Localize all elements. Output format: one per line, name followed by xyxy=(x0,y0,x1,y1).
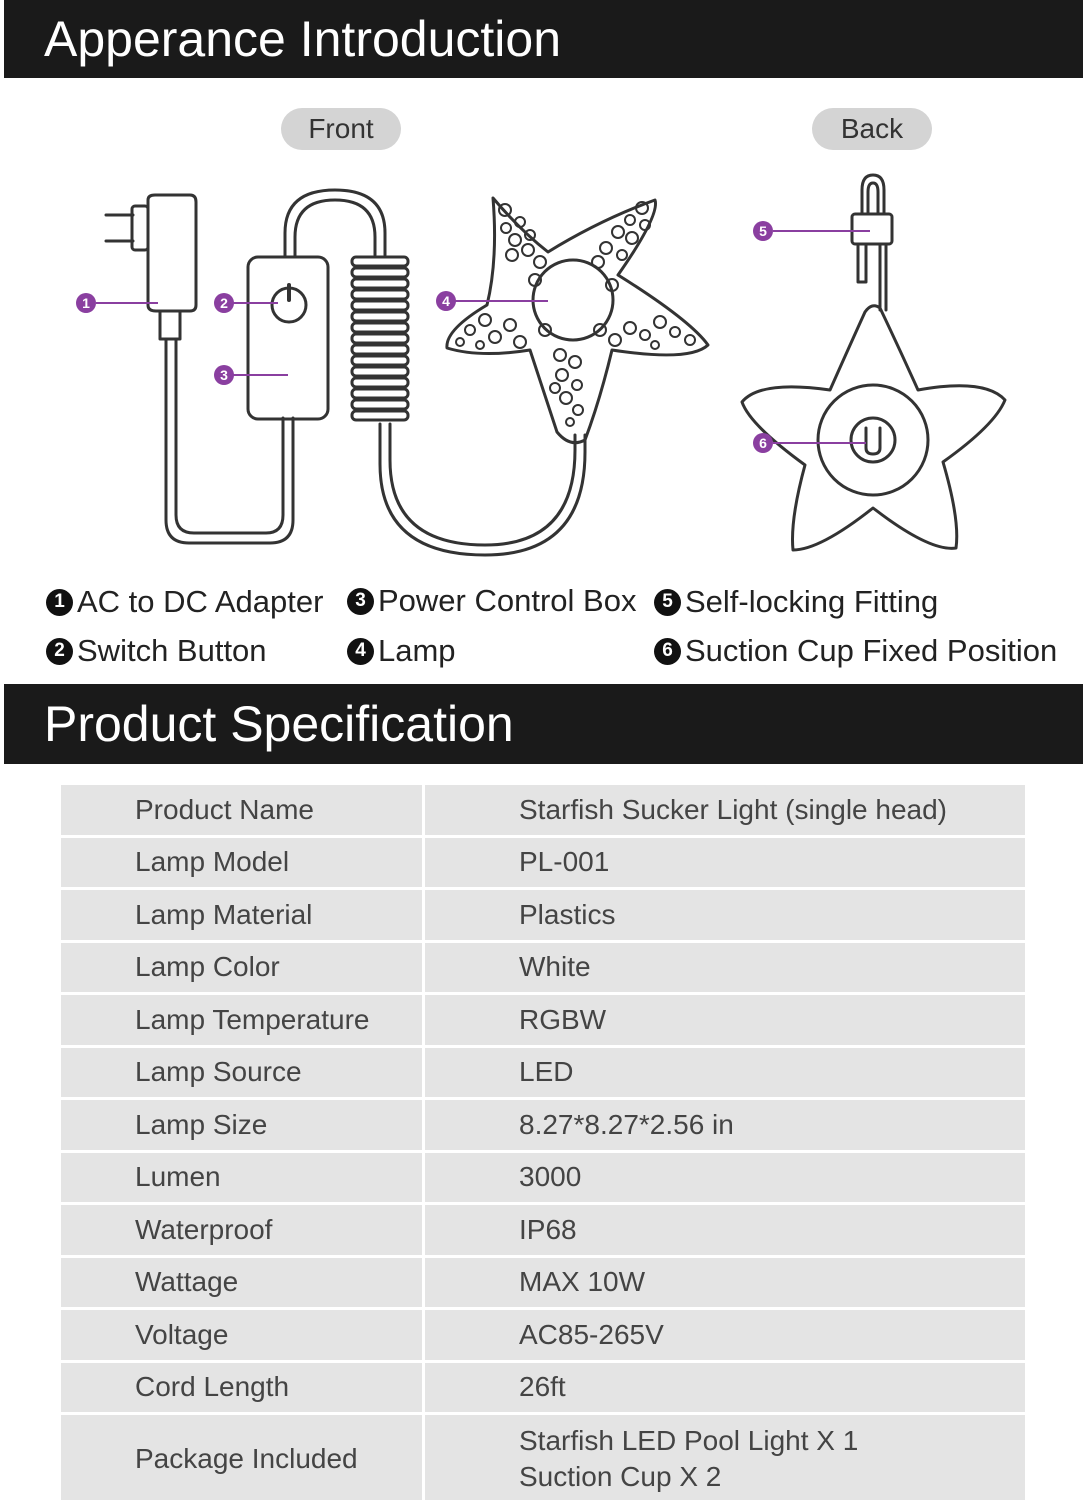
legend-number-4: 4 xyxy=(347,638,374,665)
spec-key: Lamp Material xyxy=(60,889,424,942)
product-diagram xyxy=(0,150,1087,570)
table-row xyxy=(60,1204,1027,1257)
legend-label-control-box: Power Control Box xyxy=(378,583,637,618)
legend-item-fitting xyxy=(654,584,938,620)
spec-value xyxy=(424,1414,1027,1500)
legend-label-switch: Switch Button xyxy=(77,633,267,668)
spec-value: RGBW xyxy=(424,994,1027,1047)
legend-item-lamp xyxy=(347,633,456,669)
package-item: Suction Cup X 2 xyxy=(519,1460,722,1492)
table-row xyxy=(60,836,1027,889)
self-locking-fitting-illustration xyxy=(852,175,892,310)
spec-value: LED xyxy=(424,1046,1027,1099)
legend-number-3: 3 xyxy=(347,588,374,615)
spec-value: 8.27*8.27*2.56 in xyxy=(424,1099,1027,1152)
starfish-back-illustration xyxy=(742,306,1005,550)
coiled-cord-illustration xyxy=(352,257,408,420)
legend-label-fitting: Self-locking Fitting xyxy=(685,584,939,619)
svg-text:5: 5 xyxy=(759,223,767,239)
spec-key: Lumen xyxy=(60,1151,424,1204)
spec-key: Cord Length xyxy=(60,1361,424,1414)
legend-number-5: 5 xyxy=(654,589,681,616)
svg-text:3: 3 xyxy=(220,367,228,383)
callout-marker-5 xyxy=(753,221,773,241)
spec-key: Wattage xyxy=(60,1256,424,1309)
svg-text:2: 2 xyxy=(220,295,228,311)
spec-value: 26ft xyxy=(424,1361,1027,1414)
legend-item-adapter xyxy=(46,584,323,620)
spec-value: White xyxy=(424,941,1027,994)
callout-marker-4 xyxy=(436,291,456,311)
svg-text:1: 1 xyxy=(82,295,90,311)
legend-number-1: 1 xyxy=(46,589,73,616)
table-row xyxy=(60,994,1027,1047)
legend-item-suction-cup xyxy=(654,633,1057,669)
callout-marker-3 xyxy=(214,365,234,385)
starfish-front-illustration xyxy=(447,198,708,443)
spec-key: Package Included xyxy=(60,1414,424,1500)
spec-value: Starfish Sucker Light (single head) xyxy=(424,784,1027,837)
callout-lines xyxy=(96,231,870,443)
table-row xyxy=(60,1099,1027,1152)
spec-value: AC85-265V xyxy=(424,1309,1027,1362)
table-row xyxy=(60,1414,1027,1500)
package-item: Starfish LED Pool Light X 1 xyxy=(519,1424,859,1456)
section-header-specification xyxy=(4,684,1083,764)
svg-text:4: 4 xyxy=(442,293,450,309)
table-row xyxy=(60,1046,1027,1099)
table-row xyxy=(60,1309,1027,1362)
table-row xyxy=(60,784,1027,837)
spec-key: Voltage xyxy=(60,1309,424,1362)
legend-number-6: 6 xyxy=(654,638,681,665)
legend-label-lamp: Lamp xyxy=(378,633,456,668)
legend-item-control-box xyxy=(347,583,636,619)
spec-key: Lamp Size xyxy=(60,1099,424,1152)
spec-value: PL-001 xyxy=(424,836,1027,889)
control-box-illustration xyxy=(248,190,385,419)
appearance-title: Apperance Introduction xyxy=(44,11,562,67)
legend-label-adapter: AC to DC Adapter xyxy=(77,584,324,619)
svg-text:6: 6 xyxy=(759,435,767,451)
table-row xyxy=(60,1361,1027,1414)
section-header-appearance xyxy=(4,0,1083,78)
spec-value: 3000 xyxy=(424,1151,1027,1204)
front-view-label: Front xyxy=(281,108,401,150)
callout-marker-6 xyxy=(753,433,773,453)
legend-item-switch xyxy=(46,633,267,669)
spec-key: Lamp Color xyxy=(60,941,424,994)
spec-value: IP68 xyxy=(424,1204,1027,1257)
spec-key: Lamp Model xyxy=(60,836,424,889)
spec-key: Lamp Temperature xyxy=(60,994,424,1047)
table-row xyxy=(60,1256,1027,1309)
legend-label-suction-cup: Suction Cup Fixed Position xyxy=(685,633,1058,668)
callout-marker-2 xyxy=(214,293,234,313)
spec-key: Waterproof xyxy=(60,1204,424,1257)
specification-title: Product Specification xyxy=(44,696,514,752)
specification-table xyxy=(58,782,1028,1500)
table-row xyxy=(60,1151,1027,1204)
table-row xyxy=(60,889,1027,942)
table-row xyxy=(60,941,1027,994)
back-view-label: Back xyxy=(812,108,932,150)
adapter-illustration xyxy=(106,195,293,543)
spec-value: Plastics xyxy=(424,889,1027,942)
callout-marker-1 xyxy=(76,293,96,313)
spec-value: MAX 10W xyxy=(424,1256,1027,1309)
spec-key: Lamp Source xyxy=(60,1046,424,1099)
legend-number-2: 2 xyxy=(46,638,73,665)
spec-key: Product Name xyxy=(60,784,424,837)
